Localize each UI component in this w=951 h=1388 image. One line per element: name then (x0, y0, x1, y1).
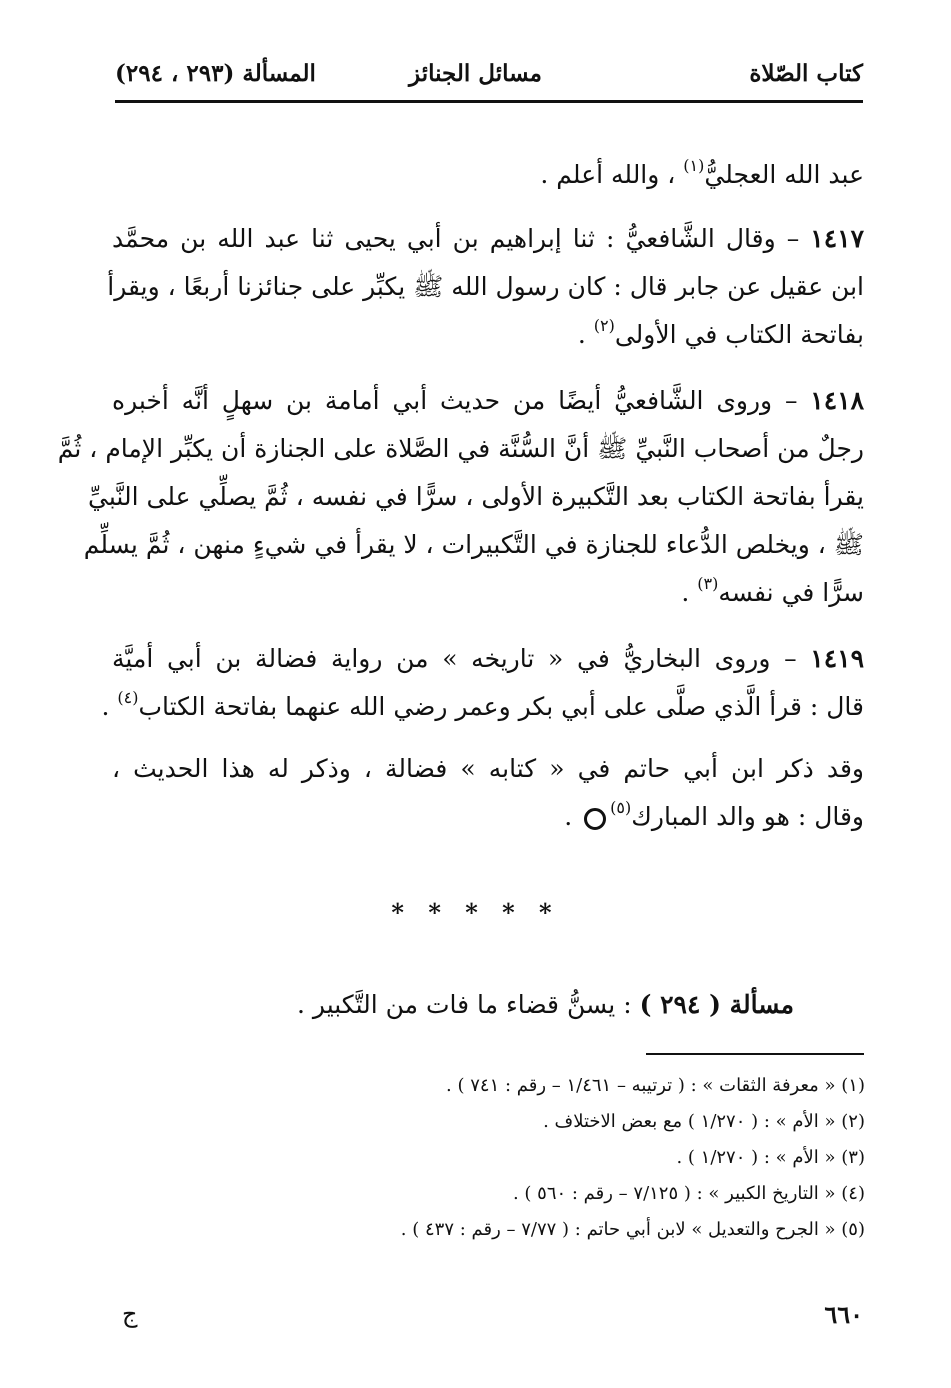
text-line: ﷺ ، ويخلص الدُّعاء للجنازة في التَّكبيرات ، لا يقرأ في شيءٍ منهن ، ثُمَّ يسلِّم (83, 530, 864, 559)
footnote-ref[interactable]: (٣) (697, 574, 719, 593)
text-line: عبد الله العجليُّ$^{(١)}$ ، والله أعلم . (540, 156, 864, 189)
signature-mark: ج (122, 1300, 138, 1328)
header-issue-range: المسألة (٢٩٣ ، ٢٩٤) (115, 60, 316, 87)
footnotes (265, 1068, 865, 1248)
end-circle-icon (584, 808, 606, 830)
footnote-3: (٣) « الأم » : ( ١/٢٧٠ ) . (676, 1147, 865, 1168)
text-line: رجلٌ من أصحاب النَّبيِّ ﷺ أنَّ السُّنَّة في الصَّلاة على الجنازة أن يكبِّر الإمام ، ثُمَّ (57, 434, 864, 463)
footnote-5: (٥) « الجرح والتعديل » لابن أبي حاتم : ( ٧/٧٧ – رقم : ٤٣٧ ) . (400, 1219, 865, 1240)
footnote-ref[interactable]: (٢) (593, 316, 615, 335)
text-line: ١٤١٩ – وروى البخاريُّ في « تاريخه » من رواية فضالة بن أبي أميَّة (112, 644, 864, 673)
header-chapter-title: مسائل الجنائز (409, 60, 542, 87)
header-rule (115, 100, 863, 103)
paragraph-number: ١٤١٨ (810, 386, 864, 415)
footnote-rule (646, 1053, 864, 1055)
issue-text: : يسنُّ قضاء ما فات من التَّكبير . (297, 990, 640, 1019)
section-separator: * * * * * (391, 898, 560, 927)
text-line: وقال : هو والد المبارك$^{(٥)}$ . (564, 798, 864, 831)
footnote-ref[interactable]: (١) (683, 156, 705, 175)
text-line: يقرأ بفاتحة الكتاب بعد التَّكبيرة الأولى ، سرًّا في نفسه ، ثُمَّ يصلِّي على النَّبيِّ (88, 482, 864, 511)
text-line: ١٤١٨ – وروى الشَّافعيُّ أيضًا من حديث أبي أمامة بن سهلٍ أنَّه أخبره (112, 386, 864, 415)
text-line: قال : قرأ الَّذي صلَّى على أبي بكر وعمر رضي الله عنهما بفاتحة الكتاب$^{(٤)}$ . (101, 688, 864, 721)
footnote-ref[interactable]: (٥) (610, 798, 632, 817)
footnote-ref[interactable]: (٤) (117, 688, 139, 707)
paragraph-number: ١٤١٧ (810, 224, 864, 253)
footnote-2: (٢) « الأم » : ( ١/٢٧٠ ) مع بعض الاختلاف . (543, 1111, 865, 1132)
header-book-title: كتاب الصّلاة (749, 60, 863, 87)
issue-label: مسألة ( ٢٩٤ ) (639, 990, 794, 1019)
text-line: ابن عقيل عن جابر قال : كان رسول الله ﷺ يكبِّر على جنائزنا أربعًا ، ويقرأ (107, 272, 864, 301)
text-line: ١٤١٧ – وقال الشَّافعيُّ : ثنا إبراهيم بن أبي يحيى ثنا عبد الله بن محمَّد (112, 224, 864, 253)
footnote-1: (١) « معرفة الثقات » : ( ترتيبه – ١/٤٦١ – رقم : ٧٤١ ) . (446, 1075, 865, 1096)
text-line: بفاتحة الكتاب في الأولى$^{(٢)}$ . (577, 316, 864, 349)
paragraph-number: ١٤١٩ (810, 644, 864, 673)
text-line: وقد ذكر ابن أبي حاتم في « كتابه » فضالة ، وذكر له هذا الحديث ، (112, 754, 864, 783)
page-number: ٦٦٠ (824, 1300, 863, 1329)
text-line (112, 982, 864, 1028)
footnote-4: (٤) « التاريخ الكبير » : ( ٧/١٢٥ – رقم : ٥٦٠ ) . (512, 1183, 865, 1204)
text-line: سرًّا في نفسه$^{(٣)}$ . (681, 574, 864, 607)
